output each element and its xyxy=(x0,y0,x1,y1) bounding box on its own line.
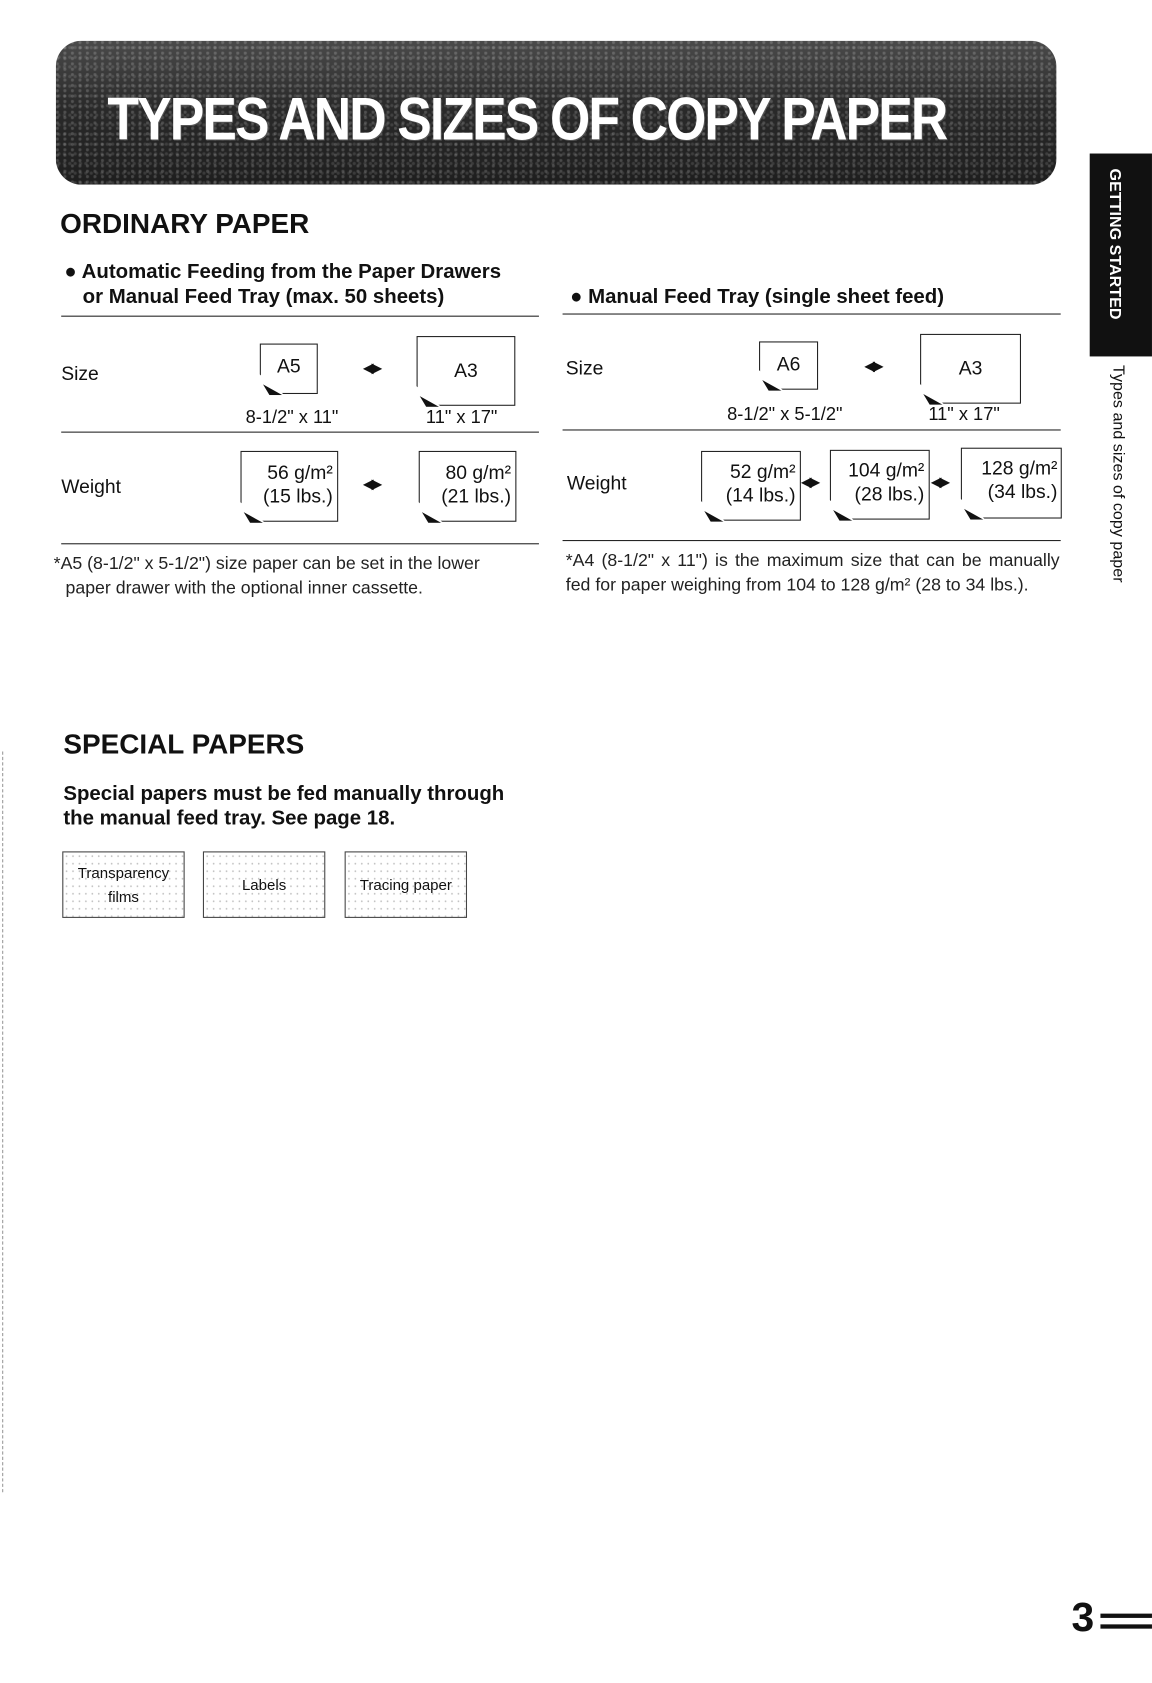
title-banner xyxy=(56,41,1057,185)
size-max-dims: 11" x 17" xyxy=(425,406,498,428)
paper-weight-56-icon: 56 g/m² (15 lbs.) xyxy=(240,451,338,522)
page-title: TYPES AND SIZES OF COPY PAPER xyxy=(107,84,947,153)
paper-weight-104-icon: 104 g/m² (28 lbs.) xyxy=(830,450,930,520)
paper-a3-icon: A3 xyxy=(417,336,516,406)
manual-feed-note: *A4 (8-1/2" x 11") is the maximum size that can be manually fed for paper weighing from 104 to 128 g/m² (28 to 34 lbs.). xyxy=(565,550,1060,595)
size-max-dims: 11" x 17" xyxy=(928,403,1000,425)
page-number-bar xyxy=(1100,1614,1152,1618)
range-arrows-icon: ◀▶ xyxy=(362,475,381,492)
divider xyxy=(61,543,539,544)
bullet-icon: ● xyxy=(570,285,589,309)
special-papers-text: Special papers must be fed manually through the manual feed tray. See page 18. xyxy=(63,782,505,830)
divider xyxy=(563,540,1061,541)
range-arrows-icon: ◀▶ xyxy=(930,473,948,490)
auto-feed-note: *A5 (8-1/2" x 5-1/2") size paper can be set in the lower paper drawer with the optional inner cassette. xyxy=(53,553,480,598)
weight-label: Weight xyxy=(61,475,121,498)
section-subtitle: Types and sizes of copy paper xyxy=(1109,365,1128,583)
labels-sample: Labels xyxy=(203,851,325,918)
range-arrows-icon: ◀▶ xyxy=(864,357,882,374)
size-label: Size xyxy=(565,357,604,379)
size-label: Size xyxy=(61,362,99,385)
section-tab-label: GETTING STARTED xyxy=(1105,168,1125,320)
divider xyxy=(563,313,1061,314)
size-min-dims: 8-1/2" x 11" xyxy=(245,406,339,428)
size-min-dims: 8-1/2" x 5-1/2" xyxy=(727,403,843,425)
bullet-icon: ● xyxy=(64,260,82,284)
range-arrows-icon: ◀▶ xyxy=(362,359,381,376)
folded-corner-icon xyxy=(259,374,285,395)
section-tab xyxy=(1090,154,1152,357)
page-edge-mark xyxy=(2,752,3,1493)
page-number-bar xyxy=(1100,1624,1152,1628)
tracing-paper-sample: Tracing paper xyxy=(345,851,467,918)
ordinary-paper-heading: ORDINARY PAPER xyxy=(60,207,310,240)
divider xyxy=(61,316,539,317)
auto-feed-heading: ● Automatic Feeding from the Paper Drawers or Manual Feed Tray (max. 50 sheets) xyxy=(64,260,502,309)
paper-weight-128-icon: 128 g/m² (34 lbs.) xyxy=(961,448,1062,519)
divider xyxy=(61,432,539,433)
transparency-films-sample: Transparency films xyxy=(62,851,184,918)
special-papers-heading: SPECIAL PAPERS xyxy=(63,727,305,761)
divider xyxy=(563,429,1061,430)
range-arrows-icon: ◀▶ xyxy=(800,473,819,490)
paper-weight-52-icon: 52 g/m² (14 lbs.) xyxy=(701,451,801,521)
paper-a3-icon: A3 xyxy=(920,334,1021,404)
paper-a6-icon: A6 xyxy=(759,341,818,389)
weight-label: Weight xyxy=(566,472,627,494)
paper-a5-icon: A5 xyxy=(260,344,318,394)
manual-feed-heading: ● Manual Feed Tray (single sheet feed) xyxy=(570,285,945,309)
paper-weight-80-icon: 80 g/m² (21 lbs.) xyxy=(419,451,517,522)
page-number: 3 xyxy=(1071,1595,1095,1641)
